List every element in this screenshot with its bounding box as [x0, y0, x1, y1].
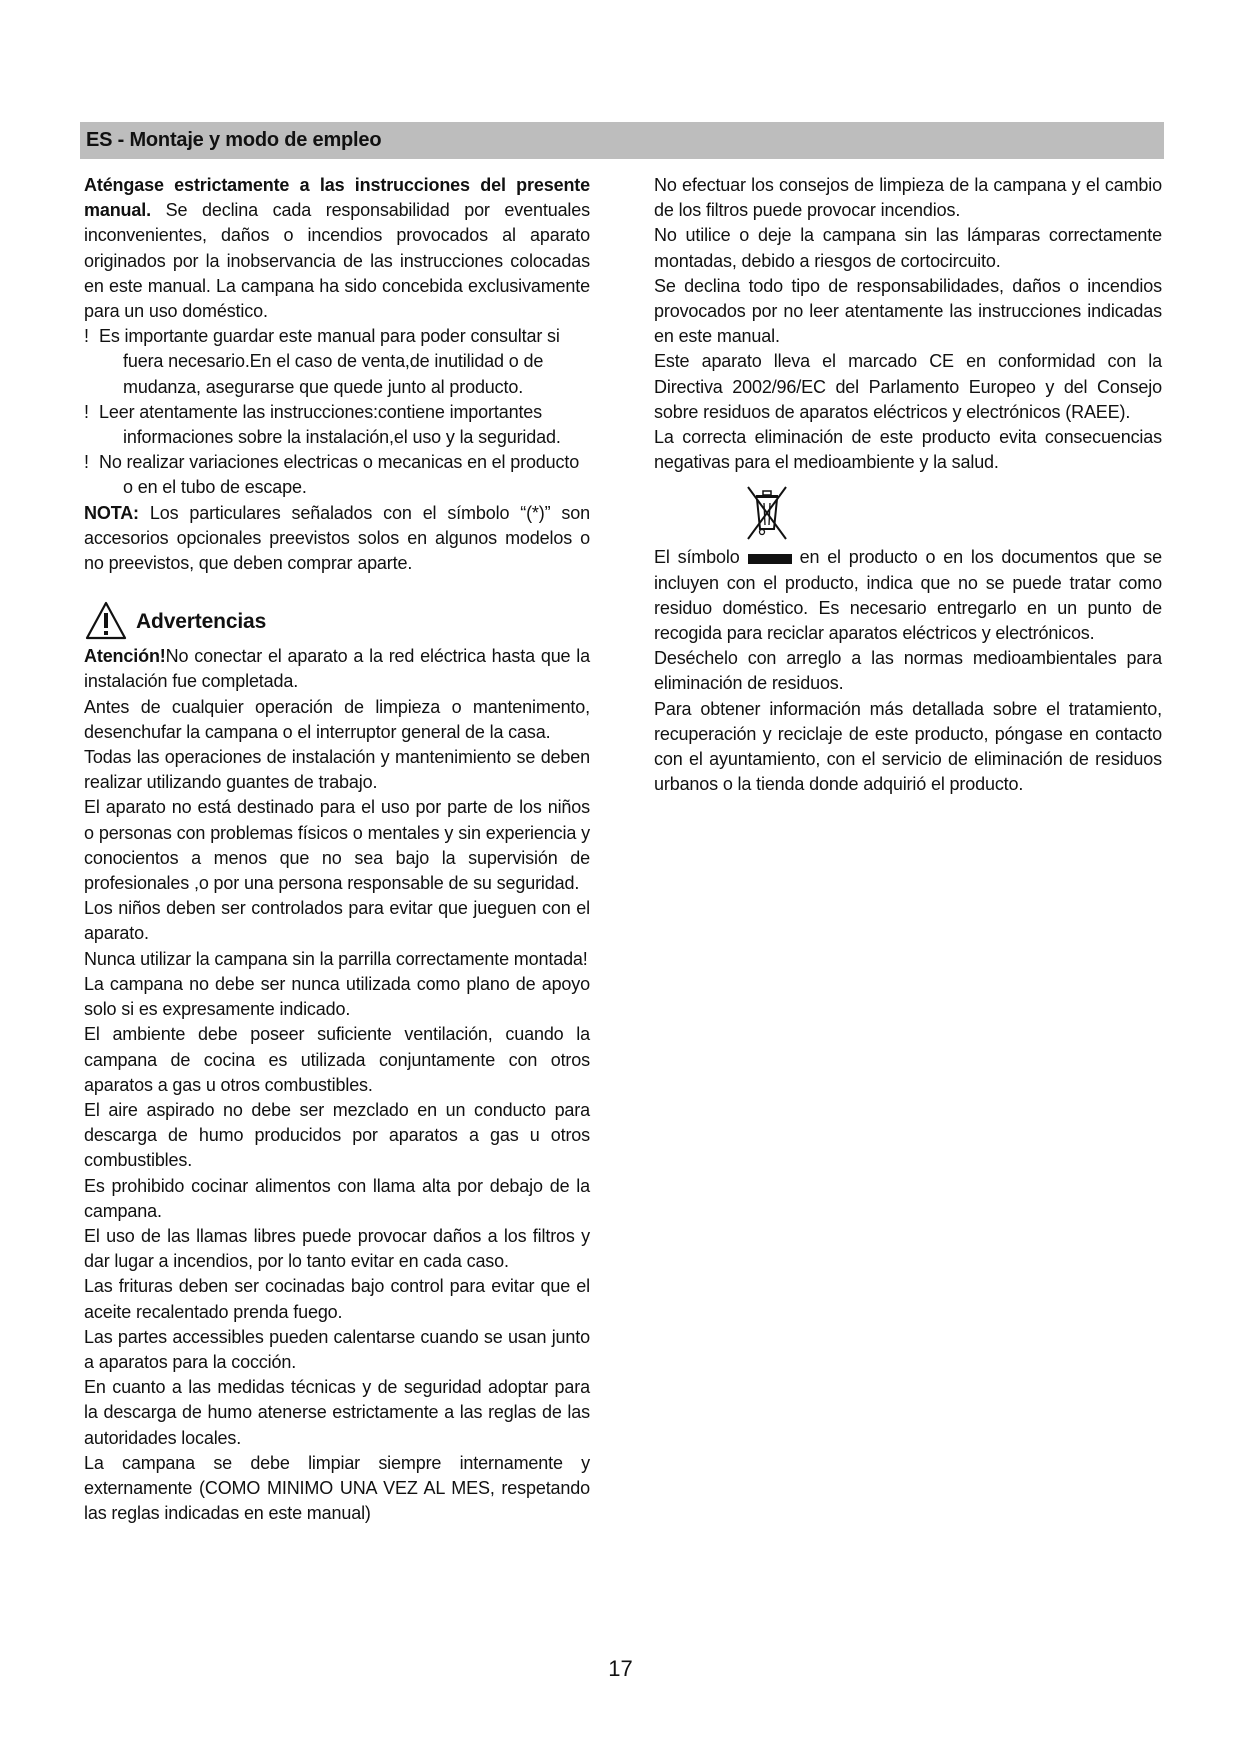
intro-text: Se declina cada responsabilidad por eventuales inconvenientes, daños o incendios provocados al aparato originados por la inobservancia de las instrucciones colocadas en este manual. La campana ha sido concebida exclusivamente para un uso doméstico.	[84, 200, 590, 322]
atencion-text: No conectar el aparato a la red eléctrica hasta que la instalación fue completada.	[84, 646, 590, 692]
info-paragraph: No efectuar los consejos de limpieza de la campana y el cambio de los filtros puede provocar incendios.	[654, 175, 1162, 221]
bullet-item	[84, 400, 590, 450]
nota-text: Los particulares señalados con el símbolo “(*)” son accesorios opcionales preevistos solos en algunos modelos o no preevistos, que deben comprar aparte.	[84, 502, 590, 574]
warning-paragraph: El aparato no está destinado para el uso por parte de los niños o personas con problemas físicos o mentales y sin experiencia y conocientos a menos que no sea bajo la supervisión de profesionales ,o por una persona responsable de su seguridad.	[84, 797, 590, 894]
info-paragraph: Se declina todo tipo de responsabilidades, daños o incendios provocados por no leer atentamente las instrucciones indicadas en este manual.	[654, 275, 1162, 347]
warning-paragraph: Nunca utilizar la campana sin la parrilla correctamente montada!	[84, 948, 588, 969]
info-paragraph: La correcta eliminación de este producto evita consecuencias negativas para el medioambiente y la salud.	[654, 427, 1162, 473]
info-paragraph: Deséchelo con arreglo a las normas medioambientales para eliminación de residuos.	[654, 648, 1162, 694]
nota-paragraph	[84, 501, 590, 577]
advertencias-title: Advertencias	[136, 609, 267, 633]
advertencias-heading	[84, 598, 590, 644]
warning-paragraph: La campana no debe ser nunca utilizada como plano de apoyo solo si es expresamente indicado.	[84, 973, 590, 1020]
bullet-item	[84, 450, 590, 500]
warning-paragraph: Es prohibido cocinar alimentos con llama alta por debajo de la campana.	[84, 1175, 590, 1221]
bullet-mark: !	[84, 401, 89, 422]
bullet-item	[84, 324, 590, 400]
warning-paragraph: Antes de cualquier operación de limpieza o mantenimento, desenchufar la campana o el interruptor general de la casa.	[84, 696, 590, 742]
intro-paragraph	[84, 173, 590, 324]
warning-triangle-icon	[84, 600, 128, 642]
section-title: ES - Montaje y modo de empleo	[86, 129, 382, 151]
warning-paragraph: Los niños deben ser controlados para evitar que jueguen con el aparato.	[84, 898, 590, 944]
weee-symbol-area	[654, 485, 1162, 545]
symbol-text-before: El símbolo	[654, 547, 740, 568]
page-number: 17	[608, 1656, 633, 1681]
info-paragraph: Para obtener información más detallada sobre el tratamiento, recuperación y reciclaje de este producto, póngase en contacto con el ayuntamiento, con el servicio de eliminación de residuos urbanos o la tienda donde adquirió el producto.	[654, 698, 1162, 795]
symbol-paragraph	[654, 545, 1162, 646]
bullet-mark: !	[84, 326, 89, 347]
symbol-text-after: en el producto o en los documentos que se incluyen con el producto, indica que no se puede tratar como residuo doméstico. Es necesario entregarlo en un punto de recogida para reciclar aparatos eléctricos y electrónicos.	[654, 547, 1162, 644]
atencion-paragraph	[84, 644, 590, 694]
crossed-bin-icon	[744, 485, 790, 541]
section-header	[80, 122, 1164, 159]
intro-bold: Aténgase estrictamente a las instrucciones del presente manual.	[84, 175, 590, 221]
warning-paragraph: El ambiente debe poseer suficiente ventilación, cuando la campana de cocina es utilizada conjuntamente con otros aparatos a gas u otros combustibles.	[84, 1024, 590, 1095]
nota-label: NOTA:	[84, 502, 139, 523]
black-bar-symbol	[748, 554, 792, 564]
bullet-text: Leer atentamente las instrucciones:contiene importantes informaciones sobre la instalación,el uso y la seguridad.	[99, 401, 561, 448]
left-column	[84, 173, 590, 1526]
warning-paragraph: El uso de las llamas libres puede provocar daños a los filtros y dar lugar a incendios, por lo tanto evitar en cada caso.	[84, 1225, 590, 1272]
right-column	[654, 173, 1162, 797]
atencion-label: Atención!	[84, 646, 166, 667]
warning-paragraph: La campana se debe limpiar siempre internamente y externamente (COMO MINIMO UNA VEZ AL MES, respetando las reglas indicadas en este manual)	[84, 1452, 590, 1524]
bullet-text: Es importante guardar este manual para poder consultar si fuera necesario.En el caso de venta,de inutilidad o de mudanza, asegurarse que quede junto al producto.	[99, 326, 560, 397]
bullet-text: No realizar variaciones electricas o mecanicas en el producto o en el tubo de escape.	[99, 452, 580, 498]
info-paragraph: No utilice o deje la campana sin las lámparas correctamente montadas, debido a riesgos de cortocircuito.	[654, 225, 1162, 271]
info-paragraph: Este aparato lleva el marcado CE en conformidad con la Directiva 2002/96/EC del Parlamento Europeo y del Consejo sobre residuos de aparatos eléctricos y electrónicos (RAEE).	[654, 351, 1162, 422]
warning-paragraph: Las partes accessibles pueden calentarse cuando se usan junto a aparatos para la cocción.	[84, 1326, 590, 1372]
warning-paragraph: El aire aspirado no debe ser mezclado en un conducto para descarga de humo producidos por aparatos a gas u otros combustibles.	[84, 1099, 590, 1171]
warning-paragraph: En cuanto a las medidas técnicas y de seguridad adoptar para la descarga de humo atenerse estrictamente a las reglas de las autoridades locales.	[84, 1377, 590, 1448]
warning-paragraph: Todas las operaciones de instalación y mantenimiento se deben realizar utilizando guantes de trabajo.	[84, 747, 590, 793]
bullet-mark: !	[84, 452, 89, 473]
warning-paragraph: Las frituras deben ser cocinadas bajo control para evitar que el aceite recalentado prenda fuego.	[84, 1276, 590, 1322]
